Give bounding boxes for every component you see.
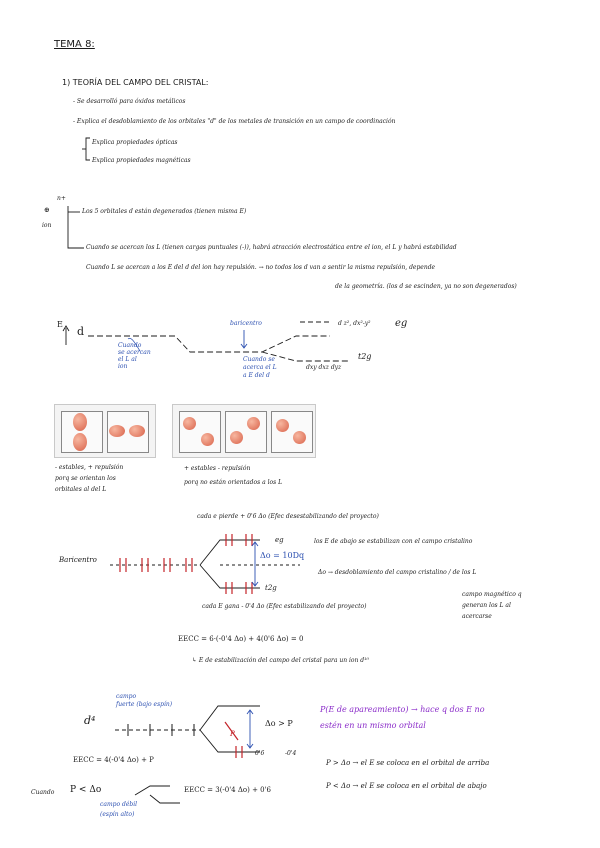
bullet-2: - Explica el desdoblamiento de los orbitales "d" de los metales de transición en un campo de coordinación bbox=[73, 118, 396, 125]
d4-note-weak: campo débil (espín alto) bbox=[100, 801, 138, 818]
split-top-note: cada e pierde + 0'6 Δo (Efec desestabilizando del proyecto) bbox=[197, 513, 379, 520]
t2g-label: t2g bbox=[358, 352, 372, 361]
d4-formula-2: EECC = 3(-0'4 Δo) + 0'6 bbox=[184, 786, 272, 794]
eg-orbitals: d z², dx²-y² bbox=[338, 320, 371, 327]
pairing-note: P(E de apareamiento) → hace q dos E no estén en un mismo orbital bbox=[320, 705, 485, 730]
ion-line-1: Los 5 orbitales d están degenerados (tienen misma E) bbox=[82, 208, 247, 215]
sub-bullet-2: Explica propiedades magnéticas bbox=[92, 157, 191, 164]
ion-symbol: ⊕ bbox=[44, 206, 50, 214]
ion-label: ion bbox=[42, 222, 52, 229]
d4-note-strong: campo fuerte (bajo espín) bbox=[116, 693, 173, 708]
caption-eg: - estables, + repulsión porq se orientan los orbitales al del L bbox=[55, 464, 124, 493]
d4-label: d⁴ bbox=[84, 714, 96, 727]
d4-energy-small-2: -0'4 bbox=[285, 750, 297, 757]
bullet-1: - Se desarrolló para óxidos metálicos bbox=[73, 98, 186, 105]
note-left: Cuando se acercan el L al ion bbox=[118, 342, 151, 370]
d4-p-label: P bbox=[230, 730, 235, 738]
t2g-orbitals: dxy dxz dyz bbox=[306, 364, 342, 371]
section-heading: 1) TEORÍA DEL CAMPO DEL CRISTAL: bbox=[62, 78, 209, 87]
ion-charge: n+ bbox=[57, 195, 66, 202]
baricentro-label: Baricentro bbox=[59, 556, 97, 564]
delta-label: Δo = 10Dq bbox=[260, 551, 305, 560]
eecc-note: ↳ E de estabilización del campo del cristal para un ion d¹⁰ bbox=[192, 657, 369, 664]
split-t2g: t2g bbox=[265, 584, 277, 592]
eecc-formula: EECC = 6·(-0'4 Δo) + 4(0'6 Δo) = 0 bbox=[178, 635, 304, 643]
d4-condition: Δo > P bbox=[265, 719, 293, 728]
rule-2: P < Δo → el E se coloca en el orbital de abajo bbox=[326, 782, 487, 790]
split-right-note-1: los E de abajo se estabilizan con el campo cristalino bbox=[314, 538, 473, 545]
d4-case-label: Cuando bbox=[31, 789, 55, 796]
ion-line-3: Cuando L se acercan a los E del d del ion hay repulsión. → no todos los d van a sentir la misma repulsión, depende bbox=[86, 264, 436, 271]
ion-line-2: Cuando se acercan los L (tienen cargas puntuales (-)), habrá atracción electrostática entre el ion, el L y habrá estabilidad bbox=[86, 244, 457, 251]
note-right: Cuando se acerca el L a E del d bbox=[243, 356, 277, 379]
split-right-note-2: Δo → desdoblamiento del campo cristalino / de los L bbox=[318, 569, 477, 576]
energy-axis-label: E bbox=[57, 320, 63, 329]
d4-energy-small-1: 0'6 bbox=[255, 750, 265, 757]
d4-formula-1: EECC = 4(-0'4 Δo) + P bbox=[73, 756, 154, 764]
split-eg: eg bbox=[275, 536, 284, 544]
ion-line-4: de la geometría. (los d se escinden, ya no son degenerados) bbox=[335, 283, 517, 290]
caption-t2g: + estables - repulsión porq no están orientados a los L bbox=[184, 465, 283, 486]
sub-bullet-1: Explica propiedades ópticas bbox=[92, 139, 178, 146]
baricentro-note: baricentro bbox=[230, 320, 262, 327]
split-bottom-note: cada E gana - 0'4 Δo (Efec estabilizando del proyecto) bbox=[202, 603, 367, 610]
d-orbital-label: d bbox=[77, 325, 85, 338]
rule-1: P > Δo → el E se coloca en el orbital de arriba bbox=[326, 759, 490, 767]
page-title: TEMA 8: bbox=[54, 39, 95, 50]
eg-label: eg bbox=[395, 318, 408, 329]
d4-case-cond: P < Δo bbox=[70, 785, 102, 795]
split-side-note: campo magnético q generan los L al acercarse bbox=[462, 591, 522, 620]
